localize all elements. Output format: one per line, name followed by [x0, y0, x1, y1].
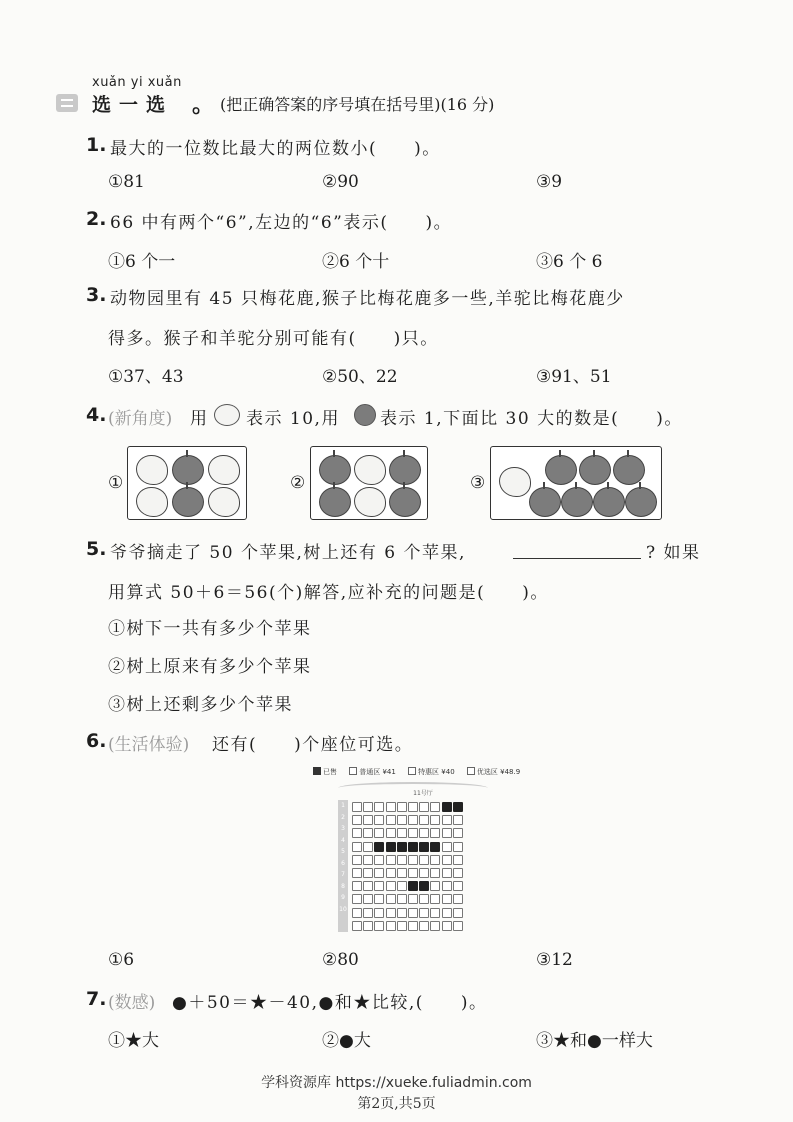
- seat-available[interactable]: [453, 894, 463, 904]
- seat-available[interactable]: [352, 881, 362, 891]
- seat-available[interactable]: [453, 921, 463, 931]
- question-6-tag: (生活体验): [108, 735, 190, 755]
- legend-sold-swatch: [313, 767, 321, 775]
- footer-page-number: 第2页,共5页: [357, 1096, 436, 1112]
- question-4-tag: (新角度): [108, 409, 173, 429]
- question-7-tag: (数感): [108, 993, 156, 1013]
- seat-available[interactable]: [352, 815, 362, 825]
- seat-available[interactable]: [408, 802, 418, 812]
- seat-available[interactable]: [374, 894, 384, 904]
- seat-available[interactable]: [397, 868, 407, 878]
- apple-icon: [593, 487, 625, 517]
- seat-available[interactable]: [430, 921, 440, 931]
- seat-available[interactable]: [363, 842, 373, 852]
- seat-available[interactable]: [397, 881, 407, 891]
- seat-available[interactable]: [408, 815, 418, 825]
- apple-icon: [172, 455, 204, 485]
- seat-available[interactable]: [363, 828, 373, 838]
- apple-icon: [354, 404, 376, 426]
- seat-available[interactable]: [363, 921, 373, 931]
- seat-available[interactable]: [352, 868, 362, 878]
- seat-available[interactable]: [408, 855, 418, 865]
- legend-discount: 特惠区 ¥40: [418, 768, 455, 776]
- seat-available[interactable]: [352, 855, 362, 865]
- section-title-dot: 。: [192, 92, 215, 118]
- question-3-number: 3.: [86, 284, 107, 306]
- seat-available[interactable]: [430, 828, 440, 838]
- peach-icon: [136, 455, 168, 485]
- seat-available[interactable]: [374, 881, 384, 891]
- question-4-option-2-label[interactable]: ②: [290, 473, 306, 493]
- seat-sold: [374, 842, 384, 852]
- seat-available[interactable]: [419, 815, 429, 825]
- question-7-option-3[interactable]: ③★和●一样大: [536, 1031, 653, 1051]
- question-6-text: 还有( )个座位可选。: [212, 735, 414, 755]
- row-number-strip: [338, 800, 348, 932]
- seat-available[interactable]: [397, 815, 407, 825]
- seat-available[interactable]: [363, 894, 373, 904]
- legend-regular: 普通区 ¥41: [359, 768, 396, 776]
- question-6-number: 6.: [86, 730, 107, 752]
- seat-available[interactable]: [442, 828, 452, 838]
- seat-sold: [430, 842, 440, 852]
- seat-available[interactable]: [397, 908, 407, 918]
- seat-available[interactable]: [386, 802, 396, 812]
- seat-available[interactable]: [419, 894, 429, 904]
- question-7-text: ●＋50＝★－40,●和★比较,( )。: [172, 993, 488, 1013]
- question-7-number: 7.: [86, 988, 107, 1010]
- seat-available[interactable]: [397, 855, 407, 865]
- question-1-option-1[interactable]: ①81: [108, 172, 145, 192]
- footer-source: 学科资源库 https://xueke.fuliadmin.com: [261, 1075, 532, 1091]
- question-4-text-part-3: 表示 1,下面比 30 大的数是( )。: [380, 409, 683, 429]
- apple-icon: [625, 487, 657, 517]
- question-5-text-line-2: 用算式 50＋6＝56(个)解答,应补充的问题是( )。: [108, 583, 549, 603]
- peach-icon: [208, 487, 240, 517]
- question-4-text-part-2: 表示 10,用: [246, 409, 340, 429]
- seat-available[interactable]: [374, 908, 384, 918]
- question-7-option-1[interactable]: ①★大: [108, 1031, 159, 1051]
- apple-icon: [319, 455, 351, 485]
- seat-available[interactable]: [386, 868, 396, 878]
- seat-available[interactable]: [374, 868, 384, 878]
- seat-available[interactable]: [374, 921, 384, 931]
- apple-icon: [389, 487, 421, 517]
- seat-sold: [419, 881, 429, 891]
- seat-available[interactable]: [430, 908, 440, 918]
- row-number: 5: [341, 848, 345, 855]
- seat-sold: [408, 881, 418, 891]
- seat-sold: [386, 842, 396, 852]
- question-1-option-2[interactable]: ②90: [322, 172, 359, 192]
- seat-available[interactable]: [408, 921, 418, 931]
- seat-available[interactable]: [363, 855, 373, 865]
- question-5-option-2[interactable]: ②树上原来有多少个苹果: [108, 657, 312, 677]
- question-5-text-line-1-end: ? 如果: [646, 543, 701, 563]
- peach-icon: [208, 455, 240, 485]
- seat-available[interactable]: [419, 908, 429, 918]
- question-3-option-1[interactable]: ①37、43: [108, 367, 184, 387]
- question-6-option-3[interactable]: ③12: [536, 950, 573, 970]
- legend-sold: 已售: [323, 768, 337, 776]
- question-3-option-2[interactable]: ②50、22: [322, 367, 398, 387]
- question-1-number: 1.: [86, 134, 107, 156]
- seat-available[interactable]: [374, 855, 384, 865]
- row-number: 1: [341, 802, 345, 809]
- question-4-option-2-picture[interactable]: [310, 446, 428, 520]
- seat-available[interactable]: [352, 894, 362, 904]
- peach-icon: [214, 404, 240, 426]
- question-5-blank-line[interactable]: [513, 558, 641, 559]
- hall-name: 11号厅: [413, 790, 433, 797]
- seat-available[interactable]: [374, 815, 384, 825]
- seat-available[interactable]: [453, 881, 463, 891]
- apple-icon: [579, 455, 611, 485]
- question-7-option-2[interactable]: ②●大: [322, 1031, 371, 1051]
- peach-icon: [499, 467, 531, 497]
- row-number: 9: [341, 894, 345, 901]
- section-pinyin: xuǎn yi xuǎn: [92, 75, 182, 90]
- peach-icon: [136, 487, 168, 517]
- seat-available[interactable]: [386, 828, 396, 838]
- seat-available[interactable]: [430, 868, 440, 878]
- seat-available[interactable]: [430, 855, 440, 865]
- seat-available[interactable]: [397, 894, 407, 904]
- section-instruction: (把正确答案的序号填在括号里)(16 分): [220, 95, 495, 114]
- seat-available[interactable]: [352, 842, 362, 852]
- seat-sold: [408, 842, 418, 852]
- seat-available[interactable]: [386, 881, 396, 891]
- seat-available[interactable]: [419, 828, 429, 838]
- question-2-option-3[interactable]: ③6 个 6: [536, 252, 603, 272]
- seat-available[interactable]: [453, 868, 463, 878]
- apple-icon: [613, 455, 645, 485]
- seat-sold: [419, 842, 429, 852]
- seat-available[interactable]: [442, 908, 452, 918]
- seat-available[interactable]: [363, 868, 373, 878]
- seat-available[interactable]: [363, 802, 373, 812]
- seat-available[interactable]: [419, 855, 429, 865]
- peach-icon: [354, 455, 386, 485]
- seat-sold: [397, 842, 407, 852]
- seat-available[interactable]: [352, 908, 362, 918]
- seat-available[interactable]: [453, 855, 463, 865]
- seat-available[interactable]: [442, 842, 452, 852]
- seat-available[interactable]: [408, 894, 418, 904]
- seat-sold: [453, 802, 463, 812]
- seat-available[interactable]: [453, 908, 463, 918]
- question-4-option-1-picture[interactable]: [127, 446, 247, 520]
- seat-available[interactable]: [408, 828, 418, 838]
- question-5-text-line-1: 爷爷摘走了 50 个苹果,树上还有 6 个苹果,: [110, 543, 466, 563]
- seat-available[interactable]: [363, 815, 373, 825]
- row-number: 7: [341, 871, 345, 878]
- question-1-text: 最大的一位数比最大的两位数小( )。: [110, 139, 441, 159]
- section-number-badge: [56, 94, 78, 112]
- question-2-number: 2.: [86, 208, 107, 230]
- seat-sold: [442, 802, 452, 812]
- row-number: 3: [341, 825, 345, 832]
- apple-icon: [561, 487, 593, 517]
- seat-available[interactable]: [386, 894, 396, 904]
- question-4-number: 4.: [86, 404, 107, 426]
- seat-available[interactable]: [430, 881, 440, 891]
- seat-available[interactable]: [442, 815, 452, 825]
- apple-icon: [529, 487, 561, 517]
- question-6-option-2[interactable]: ②80: [322, 950, 359, 970]
- seat-available[interactable]: [442, 855, 452, 865]
- question-5-number: 5.: [86, 538, 107, 560]
- seat-available[interactable]: [430, 894, 440, 904]
- apple-icon: [172, 487, 204, 517]
- seat-available[interactable]: [442, 868, 452, 878]
- seat-available[interactable]: [374, 802, 384, 812]
- question-6-option-1[interactable]: ①6: [108, 950, 135, 970]
- seat-available[interactable]: [386, 908, 396, 918]
- question-4-option-3-picture[interactable]: [490, 446, 662, 520]
- seat-available[interactable]: [386, 855, 396, 865]
- seat-available[interactable]: [408, 868, 418, 878]
- seat-available[interactable]: [374, 828, 384, 838]
- seat-available[interactable]: [453, 828, 463, 838]
- seat-available[interactable]: [453, 842, 463, 852]
- seat-available[interactable]: [442, 881, 452, 891]
- seat-available[interactable]: [419, 868, 429, 878]
- seat-available[interactable]: [408, 908, 418, 918]
- row-number: 10: [339, 905, 347, 913]
- question-3-text-line-2: 得多。猴子和羊驼分别可能有( )只。: [108, 329, 439, 349]
- seat-available[interactable]: [352, 828, 362, 838]
- question-3-text-line-1: 动物园里有 45 只梅花鹿,猴子比梅花鹿多一些,羊驼比梅花鹿少: [110, 289, 625, 309]
- seat-available[interactable]: [386, 921, 396, 931]
- row-number: 2: [341, 813, 345, 821]
- question-4-option-1-label[interactable]: ①: [108, 473, 124, 493]
- seat-available[interactable]: [397, 921, 407, 931]
- seat-available[interactable]: [442, 921, 452, 931]
- seat-available[interactable]: [352, 802, 362, 812]
- seat-available[interactable]: [397, 828, 407, 838]
- seat-available[interactable]: [352, 921, 362, 931]
- seat-available[interactable]: [386, 815, 396, 825]
- question-4-text-part-1: 用: [190, 409, 209, 429]
- row-number: 4: [341, 836, 345, 844]
- row-number: 6: [341, 859, 345, 867]
- question-2-option-2[interactable]: ②6 个十: [322, 252, 390, 272]
- question-3-option-3[interactable]: ③91、51: [536, 367, 612, 387]
- question-2-text: 66 中有两个“6”,左边的“6”表示( )。: [110, 213, 453, 233]
- section-title: 选一选: [92, 94, 174, 116]
- question-5-option-1[interactable]: ①树下一共有多少个苹果: [108, 619, 312, 639]
- question-5-option-3[interactable]: ③树上还剩多少个苹果: [108, 695, 293, 715]
- peach-icon: [354, 487, 386, 517]
- seat-available[interactable]: [442, 894, 452, 904]
- seat-available[interactable]: [419, 802, 429, 812]
- seat-available[interactable]: [419, 921, 429, 931]
- seat-available[interactable]: [397, 802, 407, 812]
- seat-available[interactable]: [453, 815, 463, 825]
- question-2-option-1[interactable]: ①6 个一: [108, 252, 176, 272]
- apple-icon: [319, 487, 351, 517]
- apple-icon: [389, 455, 421, 485]
- question-4-option-3-label[interactable]: ③: [470, 473, 486, 493]
- row-number: 8: [341, 882, 345, 890]
- seat-available[interactable]: [430, 802, 440, 812]
- seat-available[interactable]: [363, 881, 373, 891]
- apple-icon: [545, 455, 577, 485]
- seat-available[interactable]: [363, 908, 373, 918]
- question-1-option-3[interactable]: ③9: [536, 172, 563, 192]
- legend-premium: 优选区 ¥48.9: [476, 768, 521, 776]
- seat-available[interactable]: [430, 815, 440, 825]
- seat-map: [328, 760, 478, 935]
